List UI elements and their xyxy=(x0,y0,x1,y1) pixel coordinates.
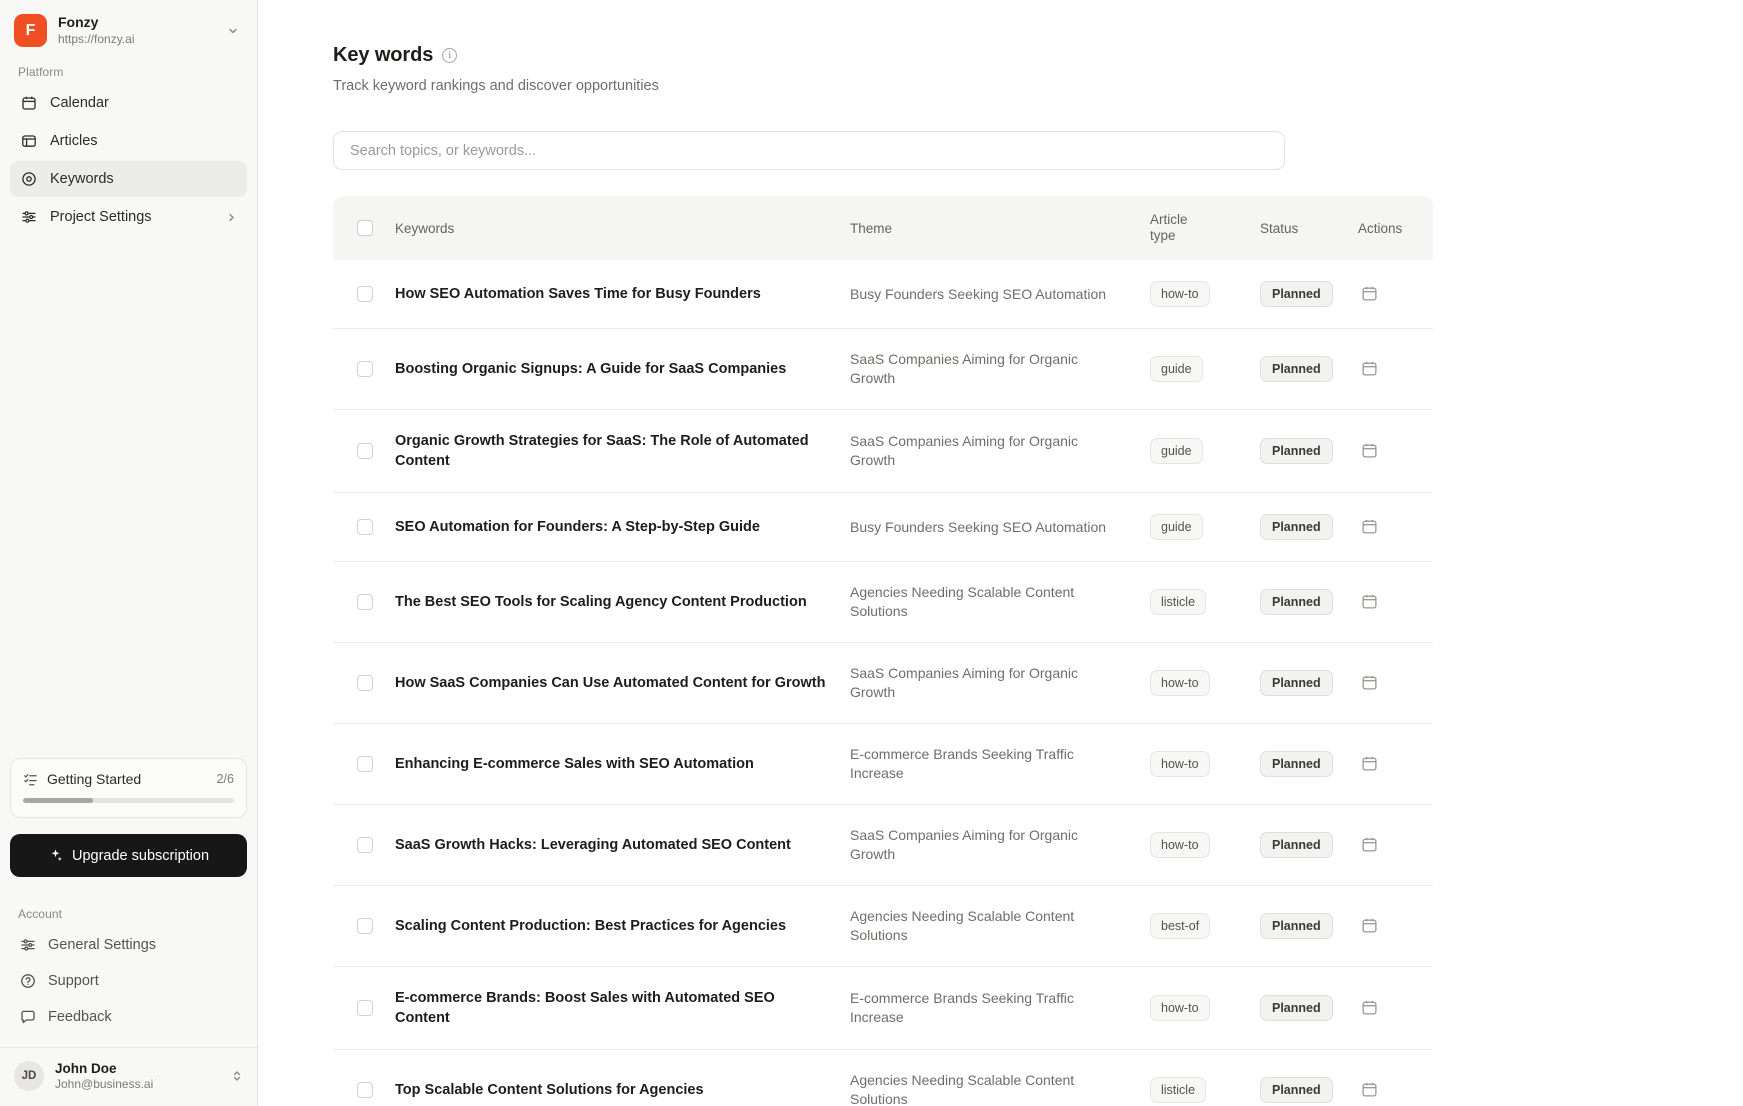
table-row[interactable] xyxy=(333,1050,1433,1106)
workspace-url: https://fonzy.ai xyxy=(58,32,135,46)
status-badge: Planned xyxy=(1260,589,1333,615)
row-checkbox[interactable] xyxy=(357,837,373,853)
article-type-badge: guide xyxy=(1150,356,1203,382)
search-input[interactable] xyxy=(333,131,1285,170)
table-header-row xyxy=(333,196,1433,260)
schedule-calendar-icon[interactable] xyxy=(1358,1078,1380,1100)
article-type-badge: listicle xyxy=(1150,1077,1206,1103)
keyword-text: Organic Growth Strategies for SaaS: The Role of Automated Content xyxy=(395,433,809,469)
sparkle-icon xyxy=(48,848,63,863)
message-icon xyxy=(20,1009,36,1025)
schedule-calendar-icon[interactable] xyxy=(1358,996,1380,1018)
schedule-calendar-icon[interactable] xyxy=(1358,439,1380,461)
keyword-text: The Best SEO Tools for Scaling Agency Content Production xyxy=(395,594,807,610)
row-checkbox[interactable] xyxy=(357,1000,373,1016)
keywords-table xyxy=(333,196,1433,1106)
row-checkbox[interactable] xyxy=(357,1082,373,1098)
workspace-logo: F xyxy=(14,14,47,47)
status-badge: Planned xyxy=(1260,913,1333,939)
status-badge: Planned xyxy=(1260,356,1333,382)
theme-text: Busy Founders Seeking SEO Automation xyxy=(850,285,1107,302)
theme-text: SaaS Companies Aiming for Organic Growth xyxy=(850,827,1078,862)
account-item-label: Support xyxy=(48,973,99,989)
sidebar-item-support[interactable] xyxy=(10,963,247,999)
sidebar-section-platform: Platform xyxy=(18,65,64,79)
table-row[interactable] xyxy=(333,260,1433,329)
article-type-badge: how-to xyxy=(1150,281,1210,307)
sidebar-item-keywords[interactable] xyxy=(10,161,247,197)
column-header-article-type xyxy=(1150,196,1260,260)
column-header-keywords: Keywords xyxy=(395,196,850,260)
schedule-calendar-icon[interactable] xyxy=(1358,590,1380,612)
keyword-text: Top Scalable Content Solutions for Agencies xyxy=(395,1082,704,1098)
progress-fill xyxy=(23,798,93,803)
table-row[interactable] xyxy=(333,724,1433,805)
row-select-cell xyxy=(333,805,395,886)
schedule-calendar-icon[interactable] xyxy=(1358,833,1380,855)
row-checkbox[interactable] xyxy=(357,918,373,934)
schedule-calendar-icon[interactable] xyxy=(1358,357,1380,379)
getting-started-progress xyxy=(23,798,234,803)
column-header-article-type-line2: type xyxy=(1150,228,1176,243)
column-header-actions: Actions xyxy=(1358,196,1433,260)
info-icon[interactable]: i xyxy=(442,48,457,63)
sidebar-item-feedback[interactable] xyxy=(10,999,247,1035)
row-select-cell xyxy=(333,886,395,967)
user-menu[interactable] xyxy=(0,1047,257,1106)
sliders-icon xyxy=(20,208,38,226)
status-badge: Planned xyxy=(1260,438,1333,464)
table-row[interactable] xyxy=(333,643,1433,724)
select-all-checkbox[interactable] xyxy=(357,220,373,236)
getting-started-title: Getting Started xyxy=(47,771,142,787)
chevron-up-down-icon[interactable] xyxy=(231,1069,243,1083)
row-checkbox[interactable] xyxy=(357,286,373,302)
theme-text: SaaS Companies Aiming for Organic Growth xyxy=(850,433,1078,468)
keyword-text: Scaling Content Production: Best Practices for Agencies xyxy=(395,918,787,934)
row-select-cell xyxy=(333,329,395,410)
article-type-badge: how-to xyxy=(1150,670,1210,696)
sidebar-item-label: Calendar xyxy=(50,95,109,111)
theme-text: E-commerce Brands Seeking Traffic Increase xyxy=(850,746,1074,781)
sidebar-section-account: Account xyxy=(18,907,63,921)
keyword-text: SEO Automation for Founders: A Step-by-Step Guide xyxy=(395,519,760,535)
table-row[interactable] xyxy=(333,805,1433,886)
schedule-calendar-icon[interactable] xyxy=(1358,515,1380,537)
schedule-calendar-icon[interactable] xyxy=(1358,914,1380,936)
sidebar-item-general-settings[interactable] xyxy=(10,927,247,963)
table-row[interactable] xyxy=(333,493,1433,562)
table-row[interactable] xyxy=(333,562,1433,643)
article-type-badge: guide xyxy=(1150,514,1203,540)
getting-started-count: 2/6 xyxy=(216,772,234,786)
account-item-label: General Settings xyxy=(48,937,157,953)
sidebar xyxy=(0,0,258,1106)
user-name: John Doe xyxy=(55,1061,117,1076)
status-badge: Planned xyxy=(1260,832,1333,858)
status-badge: Planned xyxy=(1260,751,1333,777)
schedule-calendar-icon[interactable] xyxy=(1358,752,1380,774)
keywords-icon xyxy=(20,170,38,188)
row-select-cell xyxy=(333,493,395,562)
schedule-calendar-icon[interactable] xyxy=(1358,282,1380,304)
upgrade-label: Upgrade subscription xyxy=(71,847,210,864)
article-type-badge: how-to xyxy=(1150,995,1210,1021)
sidebar-item-project-settings[interactable] xyxy=(10,199,247,235)
articles-icon xyxy=(20,132,38,150)
account-nav xyxy=(0,927,257,1035)
user-email: John@business.ai xyxy=(55,1077,154,1091)
article-type-badge: guide xyxy=(1150,438,1203,464)
row-select-cell xyxy=(333,1050,395,1106)
column-header-theme: Theme xyxy=(850,196,1150,260)
row-select-cell xyxy=(333,724,395,805)
theme-text: Agencies Needing Scalable Content Solutions xyxy=(850,1072,1075,1106)
table-row[interactable] xyxy=(333,886,1433,967)
theme-text: SaaS Companies Aiming for Organic Growth xyxy=(850,351,1078,386)
row-checkbox[interactable] xyxy=(357,675,373,691)
row-checkbox[interactable] xyxy=(357,361,373,377)
page-title: Key words xyxy=(333,44,434,66)
sidebar-item-label: Articles xyxy=(50,133,98,149)
sidebar-item-label: Project Settings xyxy=(50,209,152,225)
row-select-cell xyxy=(333,643,395,724)
calendar-icon xyxy=(20,94,38,112)
column-header-article-type-line1: Article xyxy=(1150,212,1188,227)
keyword-text: SaaS Growth Hacks: Leveraging Automated SEO Content xyxy=(395,837,791,853)
row-checkbox[interactable] xyxy=(357,594,373,610)
keyword-text: Enhancing E-commerce Sales with SEO Automation xyxy=(395,756,754,772)
status-badge: Planned xyxy=(1260,281,1333,307)
status-badge: Planned xyxy=(1260,514,1333,540)
table-row[interactable] xyxy=(333,967,1433,1050)
article-type-badge: how-to xyxy=(1150,751,1210,777)
keyword-text: How SaaS Companies Can Use Automated Content for Growth xyxy=(395,675,826,691)
article-type-badge: best-of xyxy=(1150,913,1210,939)
checklist-icon xyxy=(23,772,38,787)
chevron-right-icon xyxy=(226,212,237,223)
column-header-status: Status xyxy=(1260,196,1358,260)
sidebar-item-label: Keywords xyxy=(50,171,114,187)
workspace-name: Fonzy xyxy=(58,14,99,30)
keyword-text: Boosting Organic Signups: A Guide for SaaS Companies xyxy=(395,361,787,377)
status-badge: Planned xyxy=(1260,1077,1333,1103)
upgrade-subscription-button[interactable] xyxy=(10,834,247,877)
sidebar-nav xyxy=(0,85,257,237)
sidebar-item-articles[interactable] xyxy=(10,123,247,159)
workspace-switcher[interactable] xyxy=(0,0,257,59)
page-header xyxy=(333,44,1683,67)
account-item-label: Feedback xyxy=(48,1009,112,1025)
main-content xyxy=(258,0,1743,1106)
getting-started-card[interactable] xyxy=(10,758,247,818)
table-row[interactable] xyxy=(333,410,1433,493)
row-checkbox[interactable] xyxy=(357,443,373,459)
page-subtitle: Track keyword rankings and discover opportunities xyxy=(333,78,659,94)
sidebar-item-calendar[interactable] xyxy=(10,85,247,121)
row-select-cell xyxy=(333,562,395,643)
theme-text: Busy Founders Seeking SEO Automation xyxy=(850,518,1107,535)
row-checkbox[interactable] xyxy=(357,519,373,535)
chevron-down-icon[interactable] xyxy=(227,25,243,37)
help-icon xyxy=(20,973,36,989)
status-badge: Planned xyxy=(1260,995,1333,1021)
select-all-cell xyxy=(333,196,395,260)
schedule-calendar-icon[interactable] xyxy=(1358,671,1380,693)
theme-text: E-commerce Brands Seeking Traffic Increase xyxy=(850,990,1074,1025)
theme-text: SaaS Companies Aiming for Organic Growth xyxy=(850,665,1078,700)
theme-text: Agencies Needing Scalable Content Solutions xyxy=(850,584,1075,619)
article-type-badge: listicle xyxy=(1150,589,1206,615)
row-select-cell xyxy=(333,967,395,1050)
table-row[interactable] xyxy=(333,329,1433,410)
row-select-cell xyxy=(333,260,395,329)
settings-icon xyxy=(20,937,36,953)
article-type-badge: how-to xyxy=(1150,832,1210,858)
table-body xyxy=(333,260,1433,1106)
keyword-text: How SEO Automation Saves Time for Busy Founders xyxy=(395,286,761,302)
theme-text: Agencies Needing Scalable Content Solutions xyxy=(850,908,1075,943)
search-bar xyxy=(333,131,1285,170)
avatar: JD xyxy=(14,1061,44,1091)
status-badge: Planned xyxy=(1260,670,1333,696)
row-select-cell xyxy=(333,410,395,493)
keyword-text: E-commerce Brands: Boost Sales with Automated SEO Content xyxy=(395,990,775,1026)
row-checkbox[interactable] xyxy=(357,756,373,772)
